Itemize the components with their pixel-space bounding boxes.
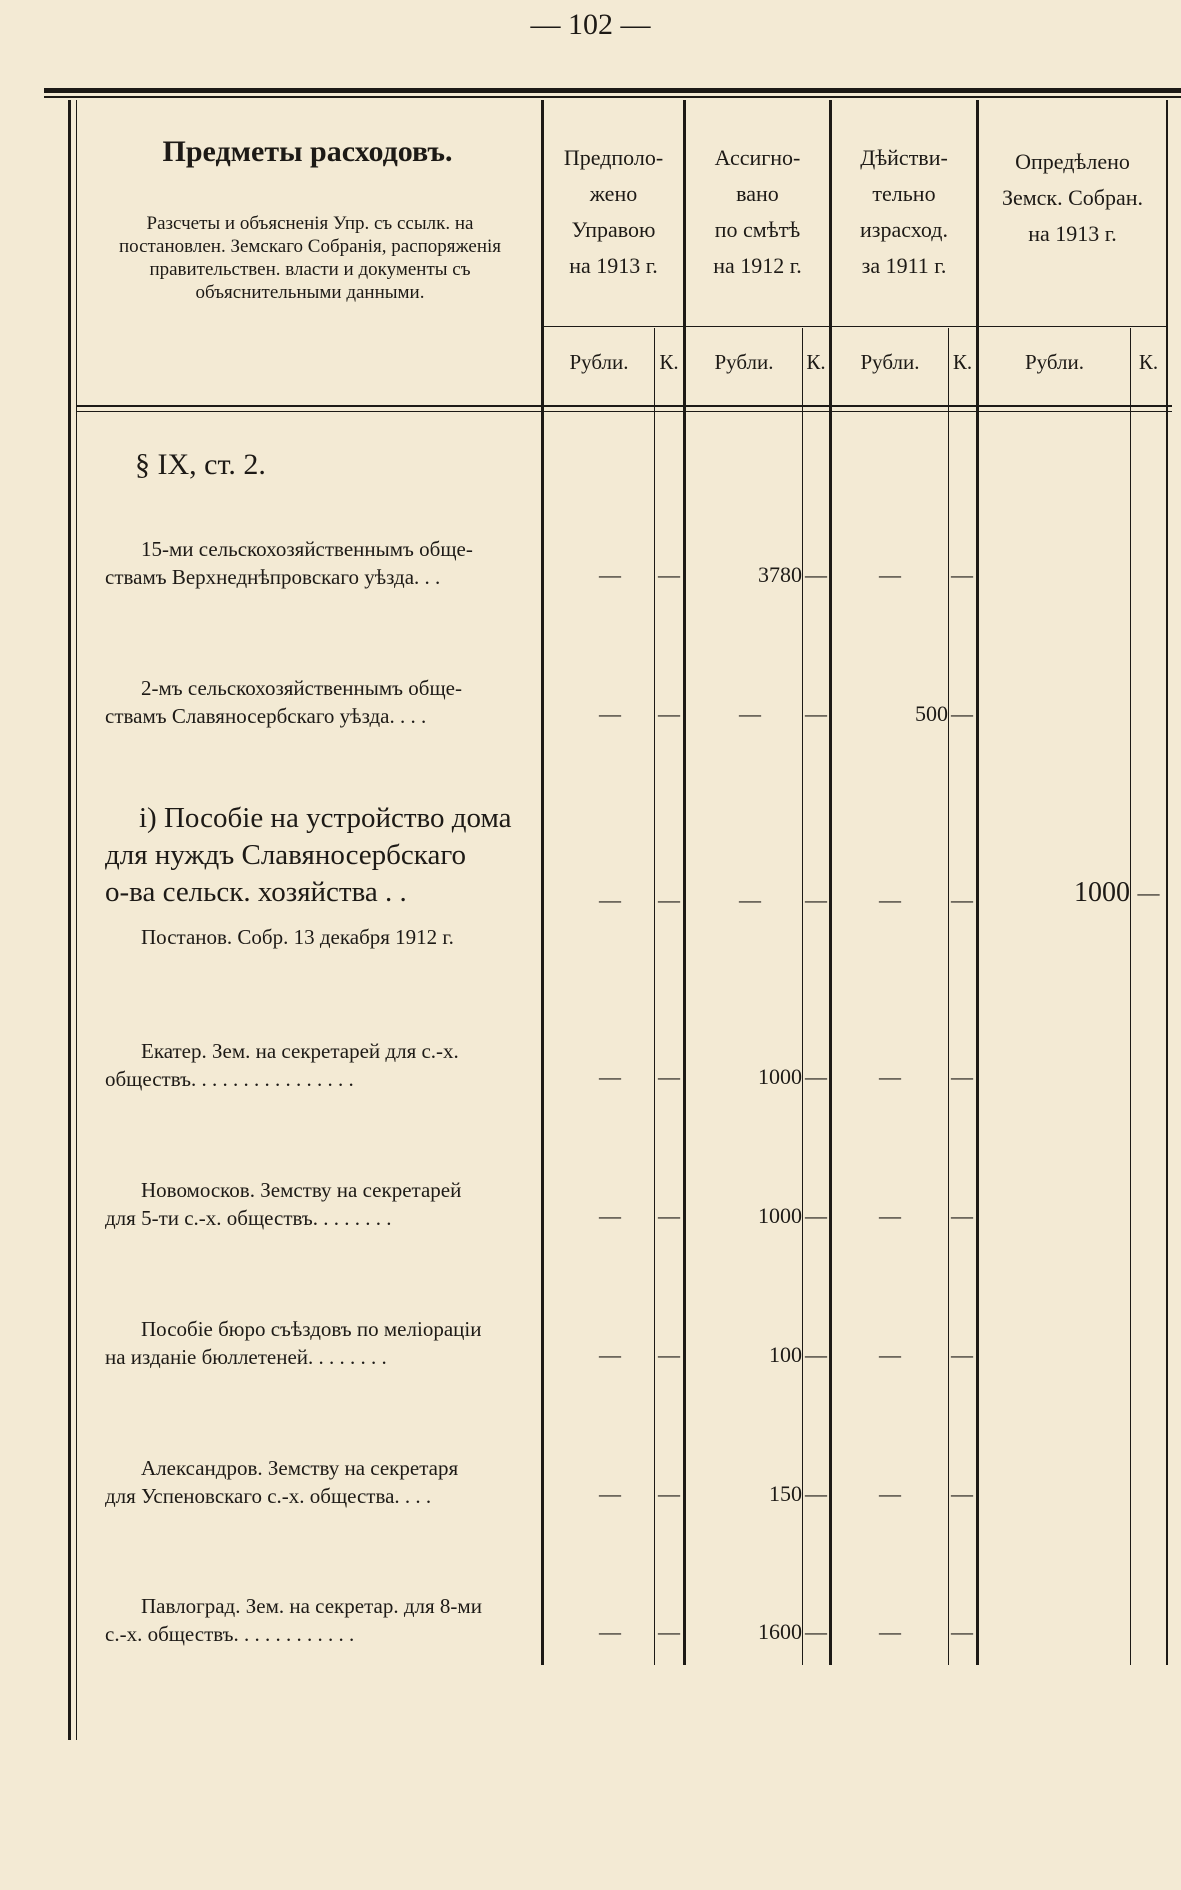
header-title: Предметы расходовъ.: [162, 135, 453, 168]
header-col-spent: Дѣйстви- тельно израсход. за 1911 г.: [860, 145, 948, 278]
cell-determined-kop: —: [1137, 880, 1160, 905]
unit-kop-3: К.: [952, 350, 973, 374]
cell-assigned: —: [739, 701, 761, 726]
cell-assigned: 100: [769, 1342, 802, 1367]
cell-assigned: 1000: [758, 1064, 802, 1089]
cell-spent: —: [879, 1203, 901, 1228]
cell-assigned-kop: —: [805, 562, 827, 587]
cell-spent: —: [879, 1342, 901, 1367]
header-bottom-rule: [76, 405, 1172, 407]
cell-assigned-kop: —: [805, 887, 827, 912]
unit-kop-2: К.: [806, 350, 826, 374]
row-text: 2-мъ сельскохозяйственнымъ обще- ствамъ Славяносербскаго уѣзда. . . .: [105, 676, 462, 728]
cell-assigned: 3780: [758, 562, 802, 587]
cell-determined: 1000: [1074, 877, 1130, 908]
cell-spent: 500: [915, 701, 948, 726]
cell-proposed-kop: —: [658, 1619, 680, 1644]
table-border-left-inner: [76, 100, 77, 1740]
cell-spent-kop: —: [951, 1203, 973, 1228]
cell-proposed-kop: —: [658, 562, 680, 587]
cell-proposed: —: [599, 1342, 621, 1367]
top-rule-thin: [44, 96, 1181, 98]
cell-proposed-kop: —: [658, 701, 680, 726]
cell-proposed: —: [599, 1481, 621, 1506]
cell-proposed-kop: —: [658, 887, 680, 912]
cell-proposed-kop: —: [658, 1203, 680, 1228]
row-text: 15-ми сельскохозяйственнымъ обще- ствамъ Верхнеднѣпровскаго уѣзда. . .: [105, 537, 473, 589]
cell-spent-kop: —: [951, 701, 973, 726]
header-col-proposed: Предполо- жено Управою на 1913 г.: [563, 145, 664, 278]
cell-proposed: —: [599, 701, 621, 726]
row-text: Екатер. Зем. на секретарей для с.-х. обществъ. . . . . . . . . . . . . . . .: [105, 1039, 459, 1091]
cell-assigned-kop: —: [805, 1481, 827, 1506]
unit-kop-4: К.: [1138, 350, 1159, 374]
row-text: Павлоград. Зем. на секретар. для 8-ми с.-х. обществъ. . . . . . . . . . . .: [105, 1594, 482, 1646]
header-col-determined: Опредѣлено Земск. Собран. на 1913 г.: [1001, 149, 1144, 246]
table-border-left: [68, 100, 71, 1740]
section-title: § IX, ст. 2.: [135, 448, 266, 481]
cell-proposed: —: [599, 1203, 621, 1228]
unit-kop-1: К.: [659, 350, 679, 374]
kop-divider-2: [802, 328, 803, 1665]
cell-spent-kop: —: [951, 1064, 973, 1089]
header-col-assigned: Ассигно- вано по смѣтѣ на 1912 г.: [713, 145, 802, 278]
cell-spent: —: [879, 1619, 901, 1644]
cell-proposed-kop: —: [658, 1342, 680, 1367]
cell-spent: —: [879, 562, 901, 587]
kop-divider-1: [654, 328, 655, 1665]
unit-rub-2: Рубли.: [714, 350, 774, 374]
col-divider-1: [683, 100, 686, 1665]
cell-proposed: —: [599, 1619, 621, 1644]
header-bottom-rule-thin: [76, 411, 1172, 412]
col-divider-text: [541, 100, 544, 1665]
table-border-right: [1166, 100, 1168, 1665]
cell-spent: —: [879, 1481, 901, 1506]
cell-spent-kop: —: [951, 1619, 973, 1644]
cell-proposed: —: [599, 887, 621, 912]
cell-proposed-kop: —: [658, 1481, 680, 1506]
kop-divider-3: [948, 328, 949, 1665]
cell-spent: —: [879, 1064, 901, 1089]
cell-assigned-kop: —: [805, 1342, 827, 1367]
col-divider-2: [829, 100, 832, 1665]
cell-spent-kop: —: [951, 1481, 973, 1506]
cell-spent-kop: —: [951, 562, 973, 587]
cell-spent-kop: —: [951, 887, 973, 912]
row-text: Александров. Земству на секретаря для Успеновскаго с.-х. общества. . . .: [105, 1456, 459, 1508]
cell-assigned-kop: —: [805, 1064, 827, 1089]
row-text: Пособіе бюро съѣздовъ по меліораціи на изданіе бюллетеней. . . . . . . .: [105, 1317, 482, 1369]
unit-rub-3: Рубли.: [860, 350, 920, 374]
cell-assigned: —: [739, 887, 761, 912]
cell-assigned-kop: —: [805, 701, 827, 726]
row-note: Постанов. Собр. 13 декабря 1912 г.: [141, 925, 454, 949]
cell-assigned: 1000: [758, 1203, 802, 1228]
cell-assigned: 150: [769, 1481, 802, 1506]
row-text-large: і) Пособіе на устройство дома для нуждъ Славяносербскаго о-ва сельск. хозяйства . .: [105, 802, 512, 908]
cell-assigned: 1600: [758, 1619, 802, 1644]
kop-divider-4: [1130, 328, 1131, 1665]
unit-rub-4: Рубли.: [1024, 350, 1085, 374]
page-number: — 102 —: [530, 8, 651, 41]
col-divider-3: [976, 100, 979, 1665]
cell-assigned-kop: —: [805, 1203, 827, 1228]
cell-assigned-kop: —: [805, 1619, 827, 1644]
cell-proposed: —: [599, 1064, 621, 1089]
row-text: Новомосков. Земству на секретарей для 5-ти с.-х. обществъ. . . . . . . .: [105, 1178, 462, 1230]
header-subtitle: Разсчеты и объясненія Упр. съ ссылк. на постановлен. Земскаго Собранія, распоряженія правительствен. власти и документы съ объяснительными данными.: [118, 213, 502, 303]
cell-proposed-kop: —: [658, 1064, 680, 1089]
cell-spent-kop: —: [951, 1342, 973, 1367]
unit-rub-1: Рубли.: [569, 350, 629, 374]
top-rule: [44, 88, 1181, 93]
unit-row-rule: [541, 326, 1168, 327]
cell-proposed: —: [599, 562, 621, 587]
cell-spent: —: [879, 887, 901, 912]
